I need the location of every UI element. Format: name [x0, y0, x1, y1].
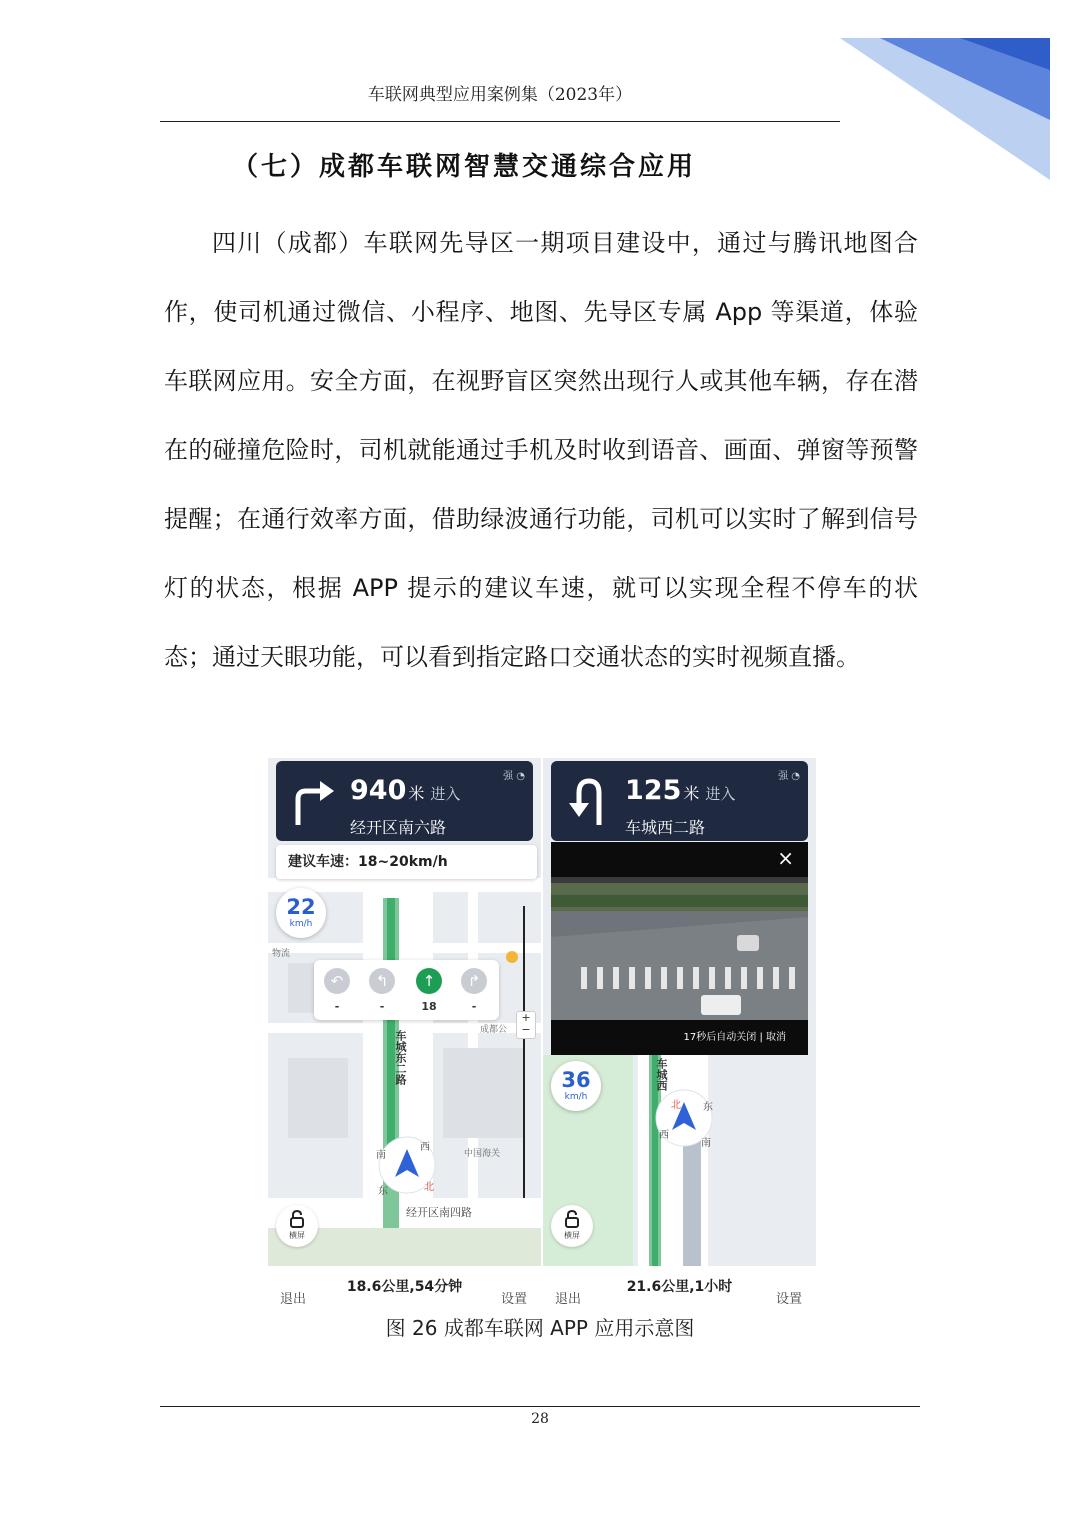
nav-distance [350, 775, 460, 806]
distance-value: 940 [350, 775, 407, 806]
signal-text: 强 [778, 771, 789, 782]
zoom-out-button[interactable]: − [521, 1023, 531, 1036]
lane-value: - [471, 1000, 477, 1013]
signal-indicator: 强 ◔ [503, 771, 525, 782]
landscape-label: 横屏 [289, 1231, 305, 1240]
lane-value: 18 [421, 1000, 437, 1013]
phone-screenshot-right [543, 758, 816, 1313]
uturn-left-arrow-icon [565, 775, 611, 827]
speed-unit: km/h [289, 919, 313, 929]
trip-bottom-bar [543, 1266, 816, 1313]
close-icon[interactable]: × [777, 846, 794, 870]
turn-left-icon: ↰ [369, 968, 395, 994]
lock-icon [563, 1210, 581, 1228]
live-video-popup [551, 842, 808, 1055]
signal-indicator: 强 ◔ [778, 771, 800, 782]
map-label: 物流 [272, 949, 291, 959]
page-number: 28 [531, 1411, 549, 1427]
distance-value: 125 [625, 775, 682, 806]
lane-guidance-panel [314, 960, 499, 1020]
lane-value: - [379, 1000, 385, 1013]
road-label-vertical: 车城西 [655, 1058, 668, 1091]
footer-rule [160, 1406, 920, 1407]
distance-unit: 米 [408, 784, 425, 803]
body-paragraph: 四川（成都）车联网先导区一期项目建设中，通过与腾讯地图合作，使司机通过微信、小程序、地图、先导区专属 App 等渠道，体验车联网应用。安全方面，在视野盲区突然出现行人或其他车辆，存在潜在的碰撞危险时，司机就能通过手机及时收到语音、画面、弹窗等预警提醒；在通行效率方面，借助绿波通行功能，司机可以实时了解到信号灯的状态，根据 APP 提示的建议车速，就可以实现全程不停车的状态；通过天眼功能，可以看到指定路口交通状态的实时视频直播。 [164, 229, 918, 671]
map-label: 中国海关 [464, 1149, 501, 1159]
exit-button[interactable]: 退出 [280, 1292, 307, 1307]
road-label-vertical: 车城东二路 [394, 1030, 407, 1085]
section-title: （七）成都车联网智慧交通综合应用 [232, 152, 697, 182]
compass-letter: 东 [378, 1186, 388, 1197]
trip-summary: 21.6公里,1小时 [626, 1279, 733, 1295]
figure-caption: 图 26 成都车联网 APP 应用示意图 [385, 1316, 695, 1340]
running-title: 车联网典型应用案例集（2023年） [367, 85, 633, 105]
compass-letter: 东 [703, 1102, 713, 1113]
next-road-name: 车城西二路 [625, 818, 706, 837]
app-figure [268, 758, 816, 1313]
turn-right-icon: ↱ [461, 968, 487, 994]
auto-close-notice[interactable]: 17秒后自动关闭 | 取消 [683, 1032, 786, 1043]
compass-letter: 西 [659, 1130, 669, 1141]
enter-label: 进入 [430, 785, 461, 803]
signal-text: 强 [503, 771, 514, 782]
landscape-label: 横屏 [564, 1231, 580, 1240]
nav-instruction-card [551, 761, 808, 841]
settings-button[interactable]: 设置 [775, 1292, 802, 1307]
phone-screenshot-left [268, 758, 541, 1313]
zoom-in-button[interactable]: + [521, 1011, 531, 1024]
exit-button[interactable]: 退出 [555, 1292, 582, 1307]
road-label: 经开区南四路 [406, 1206, 472, 1219]
compass-letter: 北 [671, 1100, 681, 1111]
compass-letter: 南 [376, 1150, 386, 1161]
distance-unit: 米 [683, 784, 700, 803]
trip-bottom-bar [268, 1266, 541, 1313]
landscape-button[interactable] [551, 1205, 593, 1247]
uturn-icon: ↶ [324, 968, 350, 994]
straight-icon: ↑ [416, 968, 442, 994]
next-road-name: 经开区南六路 [350, 818, 447, 837]
speed-value: 36 [561, 1068, 591, 1092]
landscape-button[interactable] [276, 1205, 318, 1247]
nav-distance [625, 775, 735, 806]
corner-decoration [840, 0, 1080, 200]
trip-summary: 18.6公里,54分钟 [346, 1279, 463, 1295]
enter-label: 进入 [705, 785, 736, 803]
lock-icon [288, 1210, 306, 1228]
speed-display [276, 888, 326, 938]
compass-letter: 西 [420, 1142, 430, 1153]
speed-value: 22 [286, 895, 316, 919]
traffic-camera-feed [551, 877, 808, 1020]
settings-button[interactable]: 设置 [500, 1292, 527, 1307]
speed-display [551, 1061, 601, 1111]
map-label: 成都公 [480, 1025, 508, 1035]
compass-letter: 南 [701, 1138, 711, 1149]
speed-unit: km/h [564, 1092, 588, 1102]
turn-right-arrow-icon [290, 775, 336, 827]
zoom-control[interactable] [516, 1011, 536, 1039]
compass-letter: 北 [424, 1182, 434, 1193]
nav-instruction-card [276, 761, 533, 841]
suggested-speed-banner: 建议车速：18~20km/h [276, 845, 537, 879]
lane-value: - [334, 1000, 340, 1013]
header-rule [160, 121, 840, 122]
